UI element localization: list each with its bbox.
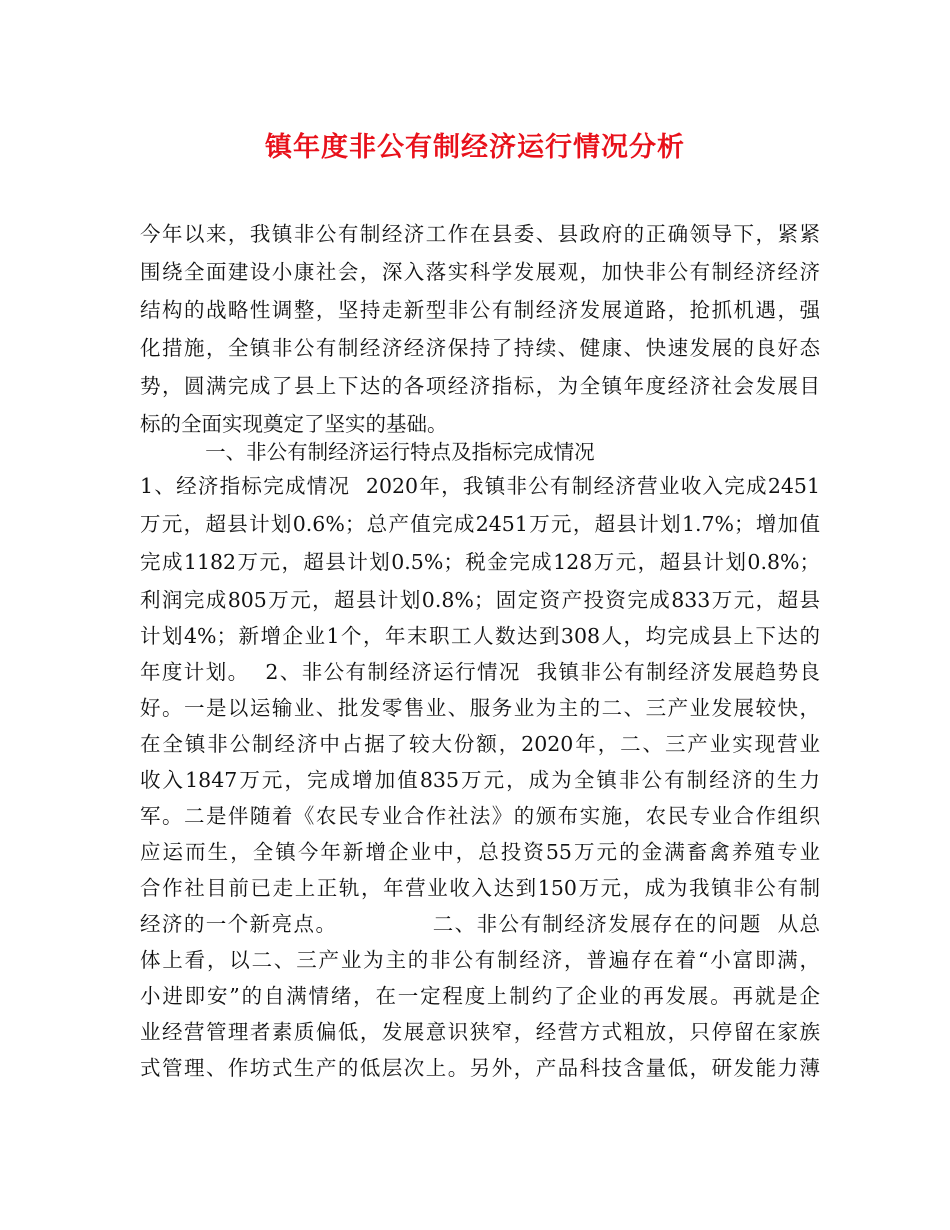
paragraph-line: 围绕全面建设小康社会，深入落实科学发展观，加快非公有制经济经济	[140, 260, 820, 284]
paragraph-line: 年度计划。 2、非公有制经济运行情况 我镇非公有制经济发展趋势良	[140, 660, 820, 684]
paragraph-line: 今年以来，我镇非公有制经济工作在县委、县政府的正确领导下，紧紧	[140, 222, 820, 246]
paragraph-line: 标的全面实现奠定了坚实的基础。	[140, 412, 448, 436]
paragraph-line: 利润完成805万元，超县计划0.8%；固定资产投资完成833万元，超县	[140, 588, 820, 612]
paragraph-line: 1、经济指标完成情况 2020年，我镇非公有制经济营业收入完成2451	[140, 474, 820, 498]
paragraph-line: 万元，超县计划0.6%；总产值完成2451万元，超县计划1.7%；增加值	[140, 512, 820, 536]
paragraph-line: 体上看，以二、三产业为主的非公有制经济，普遍存在着“小富即满，	[140, 948, 820, 972]
section-heading: 一、非公有制经济运行特点及指标完成情况	[140, 440, 595, 464]
paragraph-line: 合作社目前已走上正轨，年营业收入达到150万元，成为我镇非公有制	[140, 876, 820, 900]
paragraph-line: 势，圆满完成了县上下达的各项经济指标，为全镇年度经济社会发展目	[140, 374, 820, 398]
paragraph-line: 完成1182万元，超县计划0.5%；税金完成128万元，超县计划0.8%；	[140, 550, 820, 574]
paragraph-line: 小进即安”的自满情绪，在一定程度上制约了企业的再发展。再就是企	[140, 984, 820, 1008]
paragraph-line: 经济的一个新亮点。 二、非公有制经济发展存在的问题 从总	[140, 912, 820, 936]
paragraph-line: 结构的战略性调整，坚持走新型非公有制经济发展道路，抢抓机遇，强	[140, 298, 820, 322]
paragraph-line: 计划4%；新增企业1个，年末职工人数达到308人，均完成县上下达的	[140, 624, 820, 648]
paragraph-line: 收入1847万元，完成增加值835万元，成为全镇非公有制经济的生力	[140, 768, 820, 792]
paragraph-line: 式管理、作坊式生产的低层次上。另外，产品科技含量低，研发能力薄	[140, 1056, 820, 1080]
document-title: 镇年度非公有制经济运行情况分析	[265, 132, 685, 163]
paragraph-line: 业经营管理者素质偏低，发展意识狭窄，经营方式粗放，只停留在家族	[140, 1020, 820, 1044]
paragraph-line: 化措施，全镇非公有制经济经济保持了持续、健康、快速发展的良好态	[140, 336, 820, 360]
paragraph-line: 应运而生，全镇今年新增企业中，总投资55万元的金满畜禽养殖专业	[140, 840, 820, 864]
paragraph-line: 在全镇非公制经济中占据了较大份额，2020年，二、三产业实现营业	[140, 732, 820, 756]
paragraph-line: 军。二是伴随着《农民专业合作社法》的颁布实施，农民专业合作组织	[140, 804, 820, 828]
paragraph-line: 好。一是以运输业、批发零售业、服务业为主的二、三产业发展较快，	[140, 696, 820, 720]
